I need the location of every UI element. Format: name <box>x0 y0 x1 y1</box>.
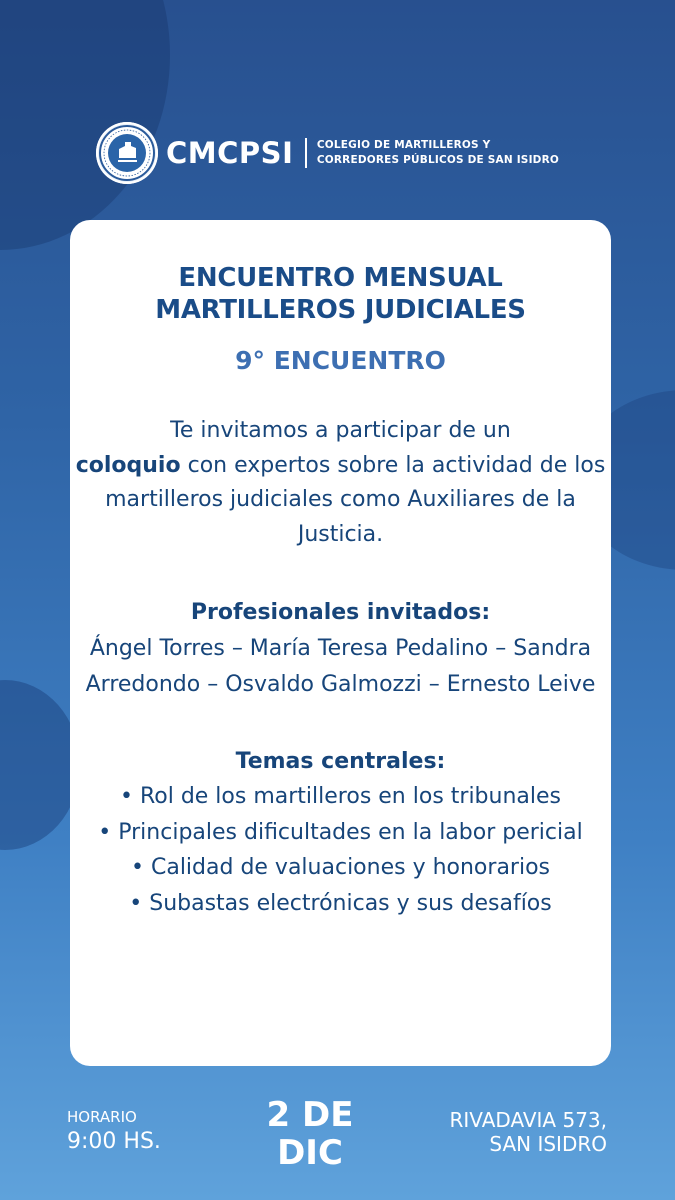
address-line2: SAN ISIDRO <box>489 1132 607 1156</box>
topic-item: • Principales dificultades en la labor pericial <box>98 819 583 845</box>
college-seal-logo <box>96 122 158 184</box>
intro-text-before: Te invitamos a participar de un <box>170 418 511 443</box>
decor-blob-left <box>0 680 80 850</box>
event-title <box>70 262 611 326</box>
event-title-line1: ENCUENTRO MENSUAL <box>178 263 503 293</box>
event-card <box>70 220 611 1066</box>
intro-text-after: con expertos sobre la actividad de los martilleros judiciales como Auxiliares de la Justicia. <box>105 452 606 547</box>
brand-name: CMCPSI <box>166 136 294 170</box>
brand-subtitle-line2: CORREDORES PÚBLICOS DE SAN ISIDRO <box>316 154 560 166</box>
footer <box>0 1095 675 1178</box>
brand-subtitle <box>317 138 559 168</box>
brand-divider <box>305 138 307 168</box>
topics-section <box>70 745 611 922</box>
time-label: HORARIO <box>67 1108 137 1126</box>
topics-heading: Temas centrales: <box>235 748 446 774</box>
event-date <box>237 1096 383 1172</box>
event-time <box>67 1108 161 1156</box>
time-value: 9:00 HS. <box>67 1129 161 1154</box>
event-title-line2: MARTILLEROS JUDICIALES <box>155 295 526 325</box>
guests-heading: Profesionales invitados: <box>190 600 491 625</box>
date-line2: DIC <box>277 1133 343 1173</box>
seal-icon <box>98 124 156 182</box>
event-intro <box>70 414 611 552</box>
brand-subtitle-line1: COLEGIO DE MARTILLEROS Y <box>316 139 491 151</box>
date-line1: 2 DE <box>266 1095 354 1135</box>
topic-item: • Rol de los martilleros en los tribunales <box>119 784 561 809</box>
address-line1: RIVADAVIA 573, <box>449 1108 607 1132</box>
event-edition: 9° ENCUENTRO <box>235 346 446 375</box>
topic-item: • Calidad de valuaciones y honorarios <box>131 855 550 880</box>
guests-section <box>70 596 611 703</box>
topic-item: • Subastas electrónicas y sus desafíos <box>129 890 552 916</box>
header <box>96 122 559 184</box>
event-address <box>450 1108 607 1156</box>
guests-list: Ángel Torres – María Teresa Pedalino – Sandra Arredondo – Osvaldo Galmozzi – Ernesto Leive <box>85 635 596 697</box>
intro-bold-word: coloquio <box>75 452 181 478</box>
